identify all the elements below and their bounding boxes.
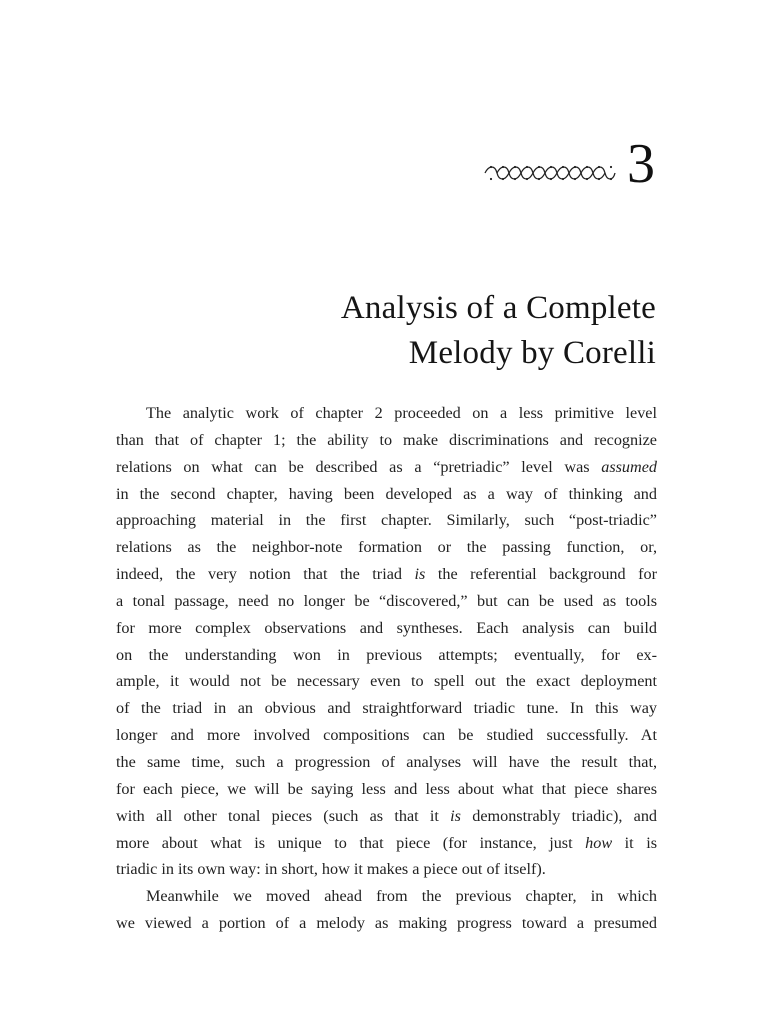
- text-line: in the second chapter, having been developed as a way of thinking and: [116, 484, 657, 503]
- text-line: relations as the neighbor-note formation or the passing function, or,: [116, 538, 657, 557]
- text-line: than that of chapter 1; the ability to make discriminations and recognize: [116, 430, 657, 449]
- chapter-title: [236, 286, 656, 376]
- text-line: for more complex observations and syntheses. Each analysis can build: [116, 618, 657, 637]
- text-line: ample, it would not be necessary even to spell out the exact deployment: [116, 672, 657, 691]
- decorative-chain-ornament-icon: [483, 162, 617, 184]
- text-line: with all other tonal pieces (such as that it is demonstrably triadic), and: [116, 806, 658, 825]
- emphasis: how: [585, 833, 613, 852]
- text-line: for each piece, we will be saying less and less about what that piece shares: [116, 779, 657, 798]
- text-line: Meanwhile we moved ahead from the previous chapter, in which: [146, 887, 657, 906]
- emphasis: is: [414, 565, 426, 584]
- text-line: more about what is unique to that piece (for instance, just how it is: [116, 833, 657, 852]
- text-line: longer and more involved compositions can be studied successfully. At: [116, 726, 657, 745]
- text-line: The analytic work of chapter 2 proceeded on a less primitive level: [146, 404, 657, 422]
- text-line: relations on what can be described as a “pretriadic” level was assumed: [116, 457, 657, 476]
- text-line: of the triad in an obvious and straightforward triadic tune. In this way: [116, 699, 657, 718]
- emphasis: is: [450, 806, 461, 825]
- text-line: a tonal passage, need no longer be “discovered,” but can be used as tools: [116, 591, 657, 610]
- chapter-heading: [483, 133, 655, 195]
- chapter-title-line-1: Analysis of a Complete: [340, 290, 656, 326]
- chapter-number: 3: [627, 133, 655, 195]
- text-line: indeed, the very notion that the triad is the referential background for: [116, 565, 658, 584]
- text-line: approaching material in the first chapter. Similarly, such “post-triadic”: [116, 511, 657, 530]
- chapter-title-line-2: Melody by Corelli: [408, 335, 656, 371]
- text-line: the same time, such a progression of analyses will have the result that,: [116, 752, 657, 771]
- text-line: triadic in its own way: in short, how it makes a piece out of itself).: [116, 860, 546, 879]
- text-line: we viewed a portion of a melody as making progress toward a presumed: [116, 914, 657, 933]
- body-text: [116, 400, 657, 937]
- emphasis: assumed: [601, 457, 657, 476]
- text-line: on the understanding won in previous attempts; eventually, for ex-: [116, 645, 657, 664]
